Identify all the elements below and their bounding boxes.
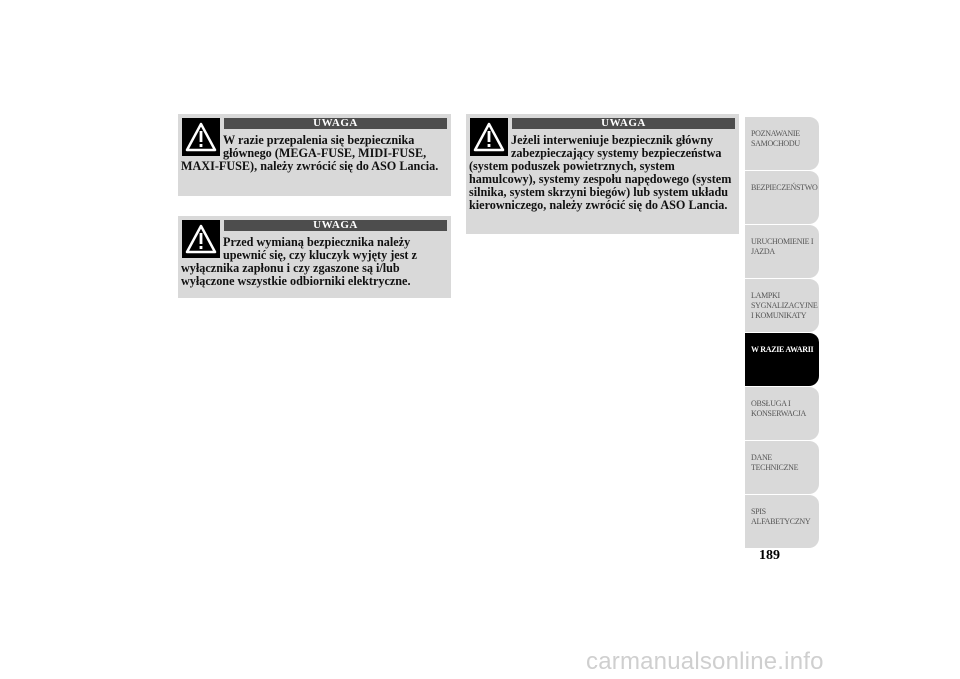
warning-text: Jeżeli interweniuje bezpiecznik główny zabezpieczający systemy bezpieczeństwa (system poduszek powietrznych, system hamulcowy), systemy zespołu napędowego (system silnika, system skrzyni biegów) lub system układu kierowniczego, należy zwrócić się do ASO Lancia. <box>469 133 732 212</box>
tab-uruchomienie-i-jazda[interactable]: URUCHOMIENIE I JAZDA <box>745 224 819 278</box>
tab-w-razie-awarii[interactable]: W RAZIE AWARII <box>745 332 819 386</box>
page-number: 189 <box>759 548 780 563</box>
tab-poznawanie-samochodu[interactable]: POZNAWANIE SAMOCHODU <box>745 116 819 170</box>
warning-header: UWAGA <box>224 118 447 129</box>
tab-obsluga-i-konserwacja[interactable]: OBSŁUGA I KONSERWACJA <box>745 386 819 440</box>
warning-box-fuse-burnt <box>178 114 451 196</box>
tab-lampki-sygnalizacyjne[interactable]: LAMPKI SYGNALIZACYJNE I KOMUNIKATY <box>745 278 819 332</box>
watermark-text: carmanualsonline.info <box>586 648 824 675</box>
chapter-sidebar <box>745 116 819 548</box>
warning-header: UWAGA <box>512 118 735 129</box>
warning-text: Przed wymianą bezpiecznika należy upewnić się, czy kluczyk wyjęty jest z wyłącznika zapłonu i czy zgaszone są i/lub wyłączone wszystkie odbiorniki elektryczne. <box>181 235 417 288</box>
tab-bezpieczenstwo[interactable]: BEZPIECZEŃSTWO <box>745 170 819 224</box>
warning-text: W razie przepalenia się bezpiecznika głównego (MEGA-FUSE, MIDI-FUSE, MAXI-FUSE), należy zwrócić się do ASO Lancia. <box>181 133 439 173</box>
warning-box-fuse-replace <box>178 216 451 298</box>
tab-spis-alfabetyczny[interactable]: SPIS ALFABETYCZNY <box>745 494 819 548</box>
warning-header: UWAGA <box>224 220 447 231</box>
tab-dane-techniczne[interactable]: DANE TECHNICZNE <box>745 440 819 494</box>
warning-box-main-fuse <box>466 114 739 234</box>
